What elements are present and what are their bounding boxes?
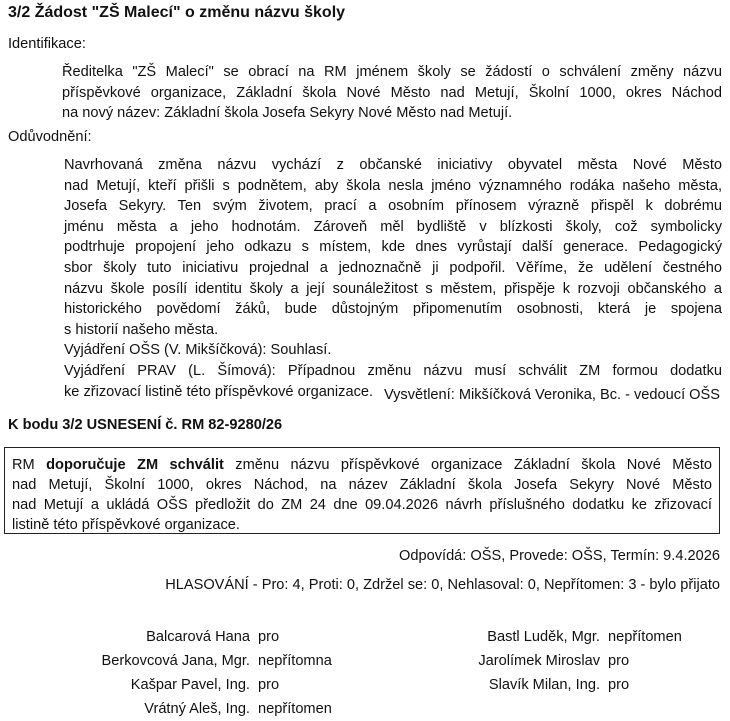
justification-line: Josefa Sekyry. Ten svým životem, prací a osobním přínosem výrazně přispěl k dobrému xyxy=(64,198,722,215)
resolution-line1-rest: změnu názvu příspěvkové organizace Základní škola Nové Město xyxy=(223,457,712,473)
voter-vote: pro xyxy=(608,653,630,669)
voter-vote: nepřítomna xyxy=(258,653,332,669)
justification-line: podtrhuje propojení jeho odkazu s místem, kde dnes vyrůstají další generace. Pedagogický xyxy=(64,239,722,256)
voter-name: Berkovcová Jana, Mgr. xyxy=(101,653,250,669)
justification-line: názvu škole posílí identitu školy a její sounáležitost s městem, přispěje k rozvoji občanského a xyxy=(64,280,722,297)
voter-name: Vrátný Aleš, Ing. xyxy=(144,701,250,717)
voter-vote: nepřítomen xyxy=(608,629,682,645)
voter-name: Kašpar Pavel, Ing. xyxy=(130,677,250,693)
vote-row xyxy=(0,625,600,649)
responsibility: Odpovídá: OŠS, Provede: OŠS, Termín: 9.4.2026 xyxy=(399,548,720,564)
identification-label: Identifikace: xyxy=(8,36,86,52)
justification-line: sbor školy tuto iniciativu projednal a jednoznačně ji podpořil. Věříme, že udělení čestného xyxy=(64,259,722,276)
identification-line: Ředitelka "ZŠ Malecí" se obrací na RM jménem školy se žádostí o schválení změny názvu xyxy=(62,64,722,80)
voter-name: Balcarová Hana xyxy=(146,629,250,645)
vote-row xyxy=(0,673,600,697)
voter-vote: nepřítomen xyxy=(258,701,332,717)
explanation: Vysvětlení: Mikšíčková Veronika, Bc. - vedoucí OŠS xyxy=(383,387,720,403)
voter-name: Slavík Milan, Ing. xyxy=(488,677,600,693)
justification-line: jménu města a jeho hodnotám. Zároveň měl bydliště v blízkosti školy, což symbolicky xyxy=(64,218,722,235)
identification-line: příspěvkové organizace, Základní škola Nové Město nad Metují, Školní 1000, okres Náchod xyxy=(62,84,722,101)
justification-line: s historií našeho města. xyxy=(64,321,219,338)
voter-name: Jarolímek Miroslav xyxy=(478,653,600,669)
resolution-text xyxy=(12,455,712,535)
resolution-bold: doporučuje ZM schválit xyxy=(46,457,224,473)
statement-prav-line: ke zřizovací listině této příspěvkové organizace. xyxy=(64,383,374,400)
voter-name: Bastl Luděk, Mgr. xyxy=(487,629,600,645)
justification-line: historického povědomí žáků, bude důstojným připomenutím osobnosti, která je spojena xyxy=(64,301,722,318)
resolution-line xyxy=(12,455,712,475)
justification-text xyxy=(64,155,722,402)
voter-vote: pro xyxy=(258,629,280,645)
identification-text xyxy=(62,62,722,124)
resolution-line: nad Metují a ukládá OŠS předložit do ZM 24 dne 09.04.2026 návrh příslušného dodatku ke zřizovací xyxy=(12,497,712,513)
justification-line: Navrhovaná změna názvu vychází z občanské iniciativy obyvatel města Nové Město xyxy=(64,157,722,173)
resolution-heading: K bodu 3/2 USNESENÍ č. RM 82-9280/26 xyxy=(8,417,283,433)
voter-vote: pro xyxy=(608,677,630,693)
resolution-line: nad Metují, Školní 1000, okres Náchod, na název Základní škola Josefa Sekyry Nové Město xyxy=(12,477,712,493)
identification-line: na nový název: Základní škola Josefa Sekyry Nové Město nad Metují. xyxy=(62,105,513,122)
item-heading: 3/2 Žádost "ZŠ Malecí" o změnu názvu školy xyxy=(8,4,346,21)
statement-oss: Vyjádření OŠS (V. Mikšíčková): Souhlasí. xyxy=(64,342,332,359)
voting-summary: HLASOVÁNÍ - Pro: 4, Proti: 0, Zdržel se: 0, Nehlasoval: 0, Nepřítomen: 3 - bylo přijato xyxy=(165,577,720,593)
resolution-prefix: RM xyxy=(12,457,47,473)
vote-row xyxy=(0,649,600,673)
justification-label: Odůvodnění: xyxy=(8,129,92,145)
statement-prav-line: Vyjádření PRAV (L. Šímová): Případnou změnu názvu musí schválit ZM formou dodatku xyxy=(64,362,722,379)
vote-row xyxy=(0,697,250,721)
resolution-line: listině této příspěvkové organizace. xyxy=(12,517,240,533)
resolution-box xyxy=(4,447,720,534)
justification-line: nad Metují, kteří přišli s podnětem, aby škola nesla jméno významného rodáka našeho města, xyxy=(64,177,722,194)
voter-vote: pro xyxy=(258,677,280,693)
